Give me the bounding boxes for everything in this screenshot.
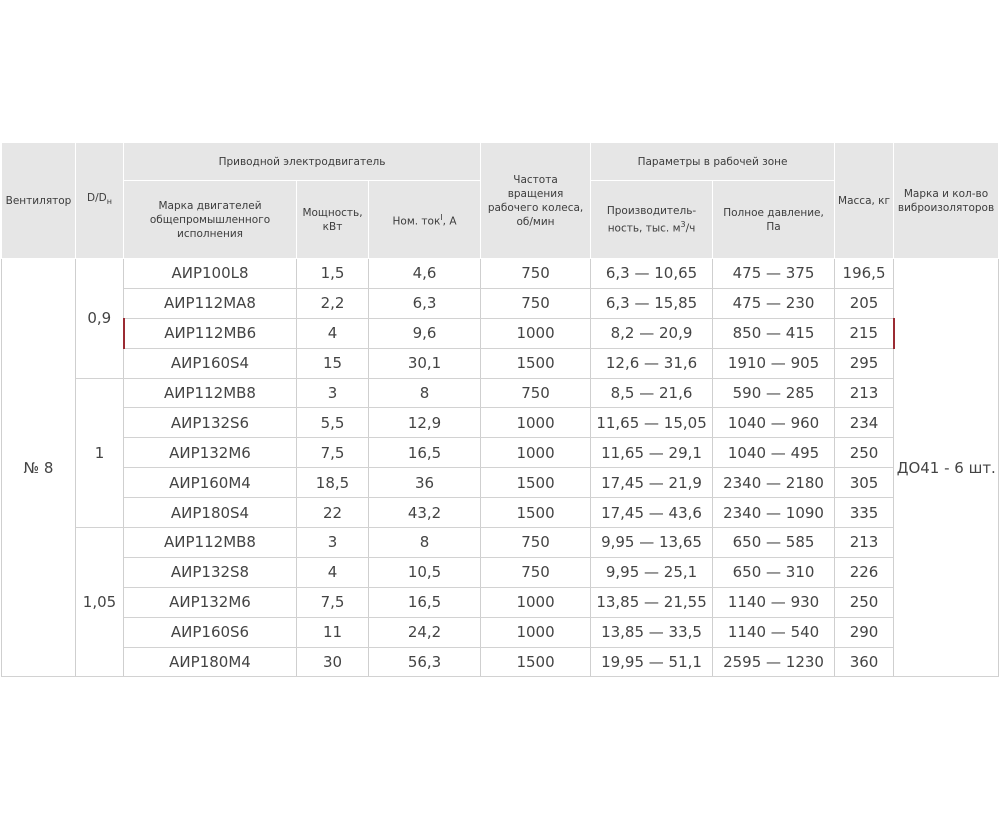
power-cell: 4	[297, 318, 369, 348]
power-cell: 5,5	[297, 408, 369, 438]
capacity-cell: 17,45 — 21,9	[591, 468, 713, 498]
pressure-cell: 2340 — 1090	[713, 498, 835, 528]
header-speed: Частота вращения рабочего колеса, об/мин	[481, 143, 591, 259]
header-mass: Масса, кг	[835, 143, 894, 259]
power-cell: 7,5	[297, 438, 369, 468]
speed-cell: 1000	[481, 318, 591, 348]
header-motor-group: Приводной электродвигатель	[124, 143, 481, 181]
motor-cell: АИР112МА8	[124, 288, 297, 318]
table-row	[2, 468, 999, 498]
current-cell: 9,6	[369, 318, 481, 348]
power-cell: 3	[297, 378, 369, 408]
table-row	[2, 498, 999, 528]
power-cell: 1,5	[297, 259, 369, 289]
capacity-cell: 8,5 — 21,6	[591, 378, 713, 408]
speed-cell: 1000	[481, 408, 591, 438]
fan-number-cell: № 8	[2, 259, 76, 677]
mass-cell: 205	[835, 288, 894, 318]
capacity-cell: 9,95 — 25,1	[591, 557, 713, 587]
capacity-cell: 9,95 — 13,65	[591, 528, 713, 558]
motor-cell: АИР160М4	[124, 468, 297, 498]
table-body	[2, 259, 999, 677]
power-cell: 11	[297, 617, 369, 647]
table-header	[2, 143, 999, 259]
header-pressure: Полное давление, Па	[713, 181, 835, 259]
table-row	[2, 647, 999, 677]
mass-cell: 215	[835, 318, 894, 348]
motor-cell: АИР112МВ6	[124, 318, 297, 348]
speed-cell: 1500	[481, 468, 591, 498]
power-cell: 18,5	[297, 468, 369, 498]
header-isolators: Марка и кол-во виброизоляторов	[894, 143, 999, 259]
capacity-cell: 17,45 — 43,6	[591, 498, 713, 528]
current-cell: 10,5	[369, 557, 481, 587]
speed-cell: 750	[481, 557, 591, 587]
header-motor-brand: Марка двигателей общепромышленного исполнения	[124, 181, 297, 259]
pressure-cell: 1140 — 540	[713, 617, 835, 647]
power-cell: 30	[297, 647, 369, 677]
capacity-cell: 13,85 — 21,55	[591, 587, 713, 617]
power-cell: 4	[297, 557, 369, 587]
fan-spec-table	[1, 142, 999, 677]
speed-cell: 750	[481, 259, 591, 289]
pressure-cell: 590 — 285	[713, 378, 835, 408]
current-cell: 16,5	[369, 587, 481, 617]
speed-cell: 750	[481, 378, 591, 408]
pressure-cell: 850 — 415	[713, 318, 835, 348]
header-current: Ном. ток$^I$, А	[369, 181, 481, 259]
mass-cell: 305	[835, 468, 894, 498]
pressure-cell: 475 — 230	[713, 288, 835, 318]
mass-cell: 295	[835, 348, 894, 378]
ratio-cell: 1	[76, 378, 124, 527]
pressure-cell: 1910 — 905	[713, 348, 835, 378]
mass-cell: 234	[835, 408, 894, 438]
current-cell: 36	[369, 468, 481, 498]
motor-cell: АИР100L8	[124, 259, 297, 289]
table-row	[2, 408, 999, 438]
speed-cell: 1500	[481, 348, 591, 378]
capacity-cell: 12,6 — 31,6	[591, 348, 713, 378]
motor-cell: АИР160S4	[124, 348, 297, 378]
motor-cell: АИР160S6	[124, 617, 297, 647]
speed-cell: 1000	[481, 617, 591, 647]
mass-cell: 360	[835, 647, 894, 677]
mass-cell: 290	[835, 617, 894, 647]
current-cell: 8	[369, 528, 481, 558]
speed-cell: 1500	[481, 647, 591, 677]
current-cell: 4,6	[369, 259, 481, 289]
pressure-cell: 650 — 310	[713, 557, 835, 587]
table-row	[2, 288, 999, 318]
pressure-cell: 1040 — 495	[713, 438, 835, 468]
mass-cell: 213	[835, 528, 894, 558]
table-row	[2, 259, 999, 289]
power-cell: 15	[297, 348, 369, 378]
speed-cell: 1000	[481, 587, 591, 617]
speed-cell: 750	[481, 528, 591, 558]
pressure-cell: 475 — 375	[713, 259, 835, 289]
mass-cell: 335	[835, 498, 894, 528]
capacity-cell: 19,95 — 51,1	[591, 647, 713, 677]
motor-cell: АИР180S4	[124, 498, 297, 528]
pressure-cell: 2340 — 2180	[713, 468, 835, 498]
ratio-cell: 1,05	[76, 528, 124, 677]
current-cell: 6,3	[369, 288, 481, 318]
mass-cell: 196,5	[835, 259, 894, 289]
current-cell: 24,2	[369, 617, 481, 647]
motor-cell: АИР112МВ8	[124, 528, 297, 558]
power-cell: 22	[297, 498, 369, 528]
pressure-cell: 650 — 585	[713, 528, 835, 558]
ratio-cell: 0,9	[76, 259, 124, 379]
current-cell: 56,3	[369, 647, 481, 677]
table-row	[2, 617, 999, 647]
table-row	[2, 587, 999, 617]
motor-cell: АИР132S6	[124, 408, 297, 438]
capacity-cell: 11,65 — 29,1	[591, 438, 713, 468]
speed-cell: 1000	[481, 438, 591, 468]
table-row	[2, 557, 999, 587]
header-params-group: Параметры в рабочей зоне	[591, 143, 835, 181]
table-row	[2, 348, 999, 378]
header-fan: Вентилятор	[2, 143, 76, 259]
power-cell: 2,2	[297, 288, 369, 318]
header-power: Мощность, кВт	[297, 181, 369, 259]
speed-cell: 750	[481, 288, 591, 318]
mass-cell: 250	[835, 587, 894, 617]
capacity-cell: 8,2 — 20,9	[591, 318, 713, 348]
mass-cell: 226	[835, 557, 894, 587]
current-cell: 43,2	[369, 498, 481, 528]
speed-cell: 1500	[481, 498, 591, 528]
power-cell: 3	[297, 528, 369, 558]
motor-cell: АИР132М6	[124, 587, 297, 617]
current-cell: 8	[369, 378, 481, 408]
isolators-cell: ДО41 - 6 шт.	[894, 259, 999, 677]
motor-cell: АИР132S8	[124, 557, 297, 587]
power-cell: 7,5	[297, 587, 369, 617]
current-cell: 30,1	[369, 348, 481, 378]
capacity-cell: 6,3 — 10,65	[591, 259, 713, 289]
pressure-cell: 1140 — 930	[713, 587, 835, 617]
motor-cell: АИР180М4	[124, 647, 297, 677]
table-row	[2, 438, 999, 468]
capacity-cell: 6,3 — 15,85	[591, 288, 713, 318]
current-cell: 12,9	[369, 408, 481, 438]
header-capacity: Производитель-ность, тыс. $м^3/ч$	[591, 181, 713, 259]
table-row	[2, 528, 999, 558]
mass-cell: 213	[835, 378, 894, 408]
table-row	[2, 378, 999, 408]
header-ratio: $D/D_н$	[76, 143, 124, 259]
pressure-cell: 2595 — 1230	[713, 647, 835, 677]
motor-cell: АИР132М6	[124, 438, 297, 468]
current-cell: 16,5	[369, 438, 481, 468]
capacity-cell: 13,85 — 33,5	[591, 617, 713, 647]
spec-table-wrapper	[1, 142, 998, 677]
pressure-cell: 1040 — 960	[713, 408, 835, 438]
mass-cell: 250	[835, 438, 894, 468]
capacity-cell: 11,65 — 15,05	[591, 408, 713, 438]
motor-cell: АИР112МВ8	[124, 378, 297, 408]
table-row	[2, 318, 999, 348]
